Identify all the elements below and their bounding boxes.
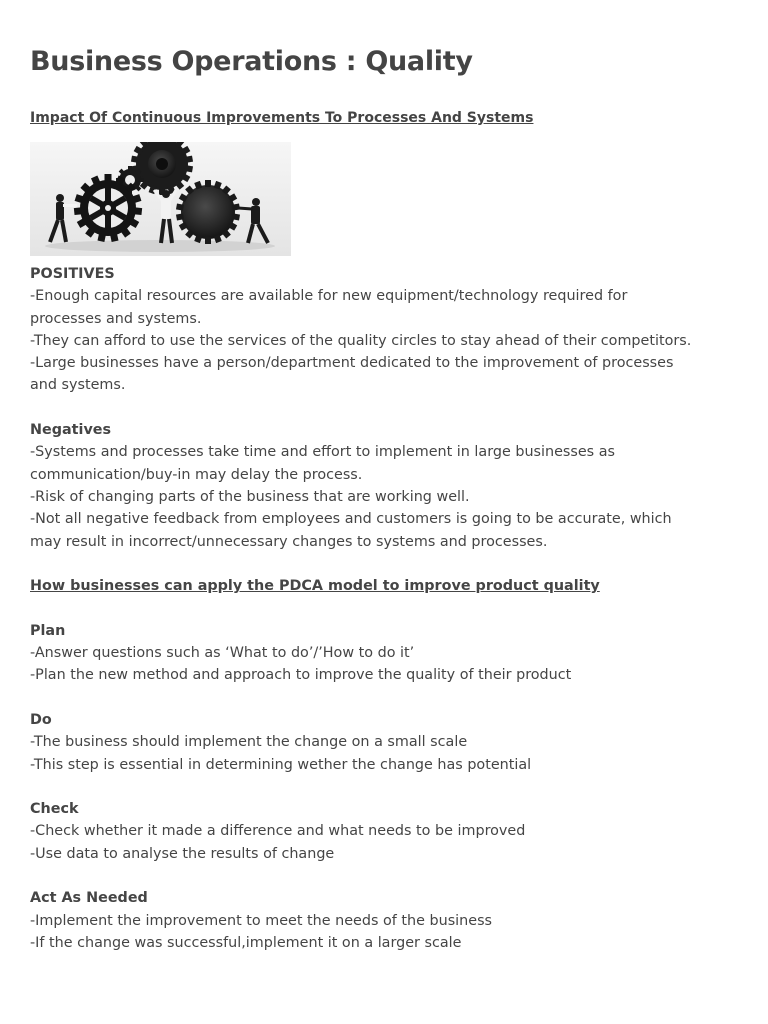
- positives-line: -Enough capital resources are available for new equipment/technology required for: [30, 288, 628, 305]
- pdca-point: -The business should implement the change on a small scale: [30, 734, 468, 751]
- spacer: [30, 865, 740, 887]
- gears-icon: [30, 142, 291, 256]
- pdca-point: -Plan the new method and approach to improve the quality of their product: [30, 667, 572, 684]
- section-heading-pdca: How businesses can apply the PDCA model to improve product quality: [30, 578, 600, 595]
- negatives-line: communication/buy-in may delay the process.: [30, 466, 363, 483]
- negatives-line: -Systems and processes take time and effort to implement in large businesses as: [30, 444, 615, 461]
- negatives-heading: Negatives: [30, 422, 112, 439]
- pdca-step-do: Do: [30, 711, 52, 728]
- pdca-point: -If the change was successful,implement it on a larger scale: [30, 934, 462, 951]
- negatives-line: may result in incorrect/unnecessary changes to systems and processes.: [30, 533, 548, 550]
- positives-line: processes and systems.: [30, 310, 202, 327]
- spacer: [30, 776, 740, 798]
- page-title: Business Operations : Quality: [30, 46, 473, 77]
- spacer: [30, 597, 740, 619]
- pdca-point: -Answer questions such as ‘What to do’/’How to do it’: [30, 645, 415, 662]
- section-heading-continuous-improvement: Impact Of Continuous Improvements To Processes And Systems: [30, 110, 534, 126]
- pdca-step-plan: Plan: [30, 622, 66, 639]
- negatives-line: -Not all negative feedback from employees and customers is going to be accurate, which: [30, 511, 672, 528]
- pdca-point: -This step is essential in determining wether the change has potential: [30, 756, 532, 773]
- positives-line: -They can afford to use the services of the quality circles to stay ahead of their competitors.: [30, 332, 692, 349]
- gears-and-businessmen-illustration: [30, 142, 291, 256]
- positives-line: -Large businesses have a person/department dedicated to the improvement of processes: [30, 355, 674, 372]
- pdca-point: -Use data to analyse the results of change: [30, 845, 335, 862]
- positives-heading: POSITIVES: [30, 266, 115, 282]
- negatives-line: -Risk of changing parts of the business that are working well.: [30, 488, 470, 505]
- positives-line: and systems.: [30, 377, 126, 394]
- spacer: [30, 397, 740, 419]
- pdca-point: -Implement the improvement to meet the needs of the business: [30, 912, 493, 929]
- document-body: [30, 263, 740, 954]
- spacer: [30, 553, 740, 575]
- pdca-step-check: Check: [30, 801, 79, 818]
- pdca-step-act: Act As Needed: [30, 890, 148, 907]
- spacer: [30, 687, 740, 709]
- pdca-point: -Check whether it made a difference and what needs to be improved: [30, 823, 526, 840]
